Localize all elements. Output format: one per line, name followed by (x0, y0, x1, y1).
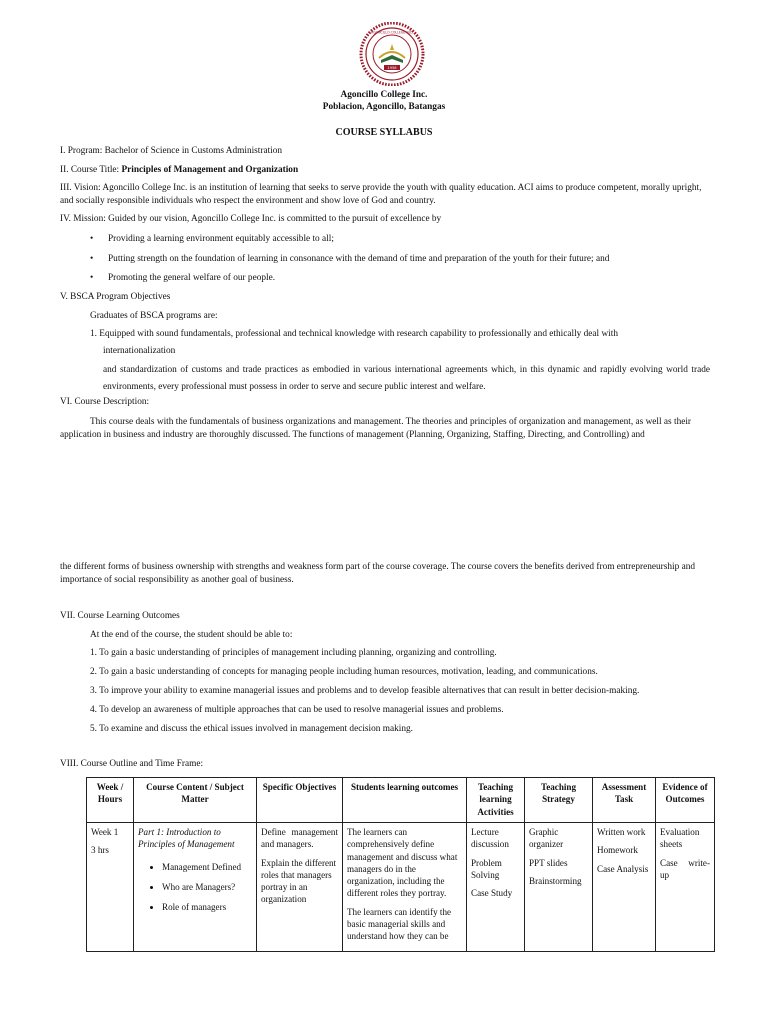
list-item: • Who are Managers? (162, 881, 252, 893)
course-title-line (60, 164, 715, 177)
cell-outcomes: The learners can comprehensively define management and discuss what managers do in the organization, including the different roles they portray. The learners can identify the basic managerial skills and understand how they can be (343, 823, 467, 952)
header-course-content: Course Content / Subject Matter (134, 778, 257, 823)
svg-text:AGONCILLO COLLEGE INC.: AGONCILLO COLLEGE INC. (371, 30, 413, 35)
objective-1-detail: and standardization of customs and trade practices as embodied in various international agreements which, in this dynamic and rapidly evolving world trade environments, every professional must possess in order to serve and secure public interest and welfare. (103, 365, 710, 393)
cell-strategy: Graphic organizer PPT slides Brainstorming (525, 823, 593, 952)
header-teaching-strategy: Teaching Strategy (525, 778, 593, 823)
mission-bullet: • Putting strength on the foundation of learning in consonance with the demand of time and preparation of the youth for their future; and (90, 254, 610, 264)
header-teaching-activities: Teaching learning Activities (467, 778, 525, 823)
mission-paragraph: IV. Mission: Guided by our vision, Agoncillo College Inc. is committed to the pursuit of excellence by (60, 214, 442, 224)
table-row (87, 823, 715, 952)
outcome-item: 2. To gain a basic understanding of concepts for managing people including human resources, motivation, leading, and communications. (90, 667, 598, 677)
vision-paragraph: III. Vision: Agoncillo College Inc. is an institution of learning that seeks to serve provide the youth with quality education. ACI aims to produce competent, morally upright, and socially responsible individuals who respect the environment and show love of God and country. (60, 183, 702, 207)
objective-1-cont: internationalization (103, 346, 176, 356)
outcome-item: 3. To improve your ability to examine managerial issues and problems and to develop feasible alternatives that can result in better decision-making. (90, 686, 640, 696)
header-specific-objectives: Specific Objectives (257, 778, 343, 823)
cell-objectives: Define management and managers. Explain the different roles that managers portray in an organization (257, 823, 343, 952)
description-paragraph-1: This course deals with the fundamentals of business organizations and management. The theories and principles of organization and management, as well as their application in business and industry are thoroughly discussed. The functions of management (Planning, Organizing, Staffing, Directing, and Controlling) and (60, 417, 692, 441)
program-line: I. Program: Bachelor of Science in Customs Administration (60, 146, 283, 156)
table-header-row (87, 778, 715, 823)
description-heading: VI. Course Description: (60, 397, 150, 407)
outcome-item: 4. To develop an awareness of multiple approaches that can be used to resolve managerial issues and problems. (90, 705, 504, 715)
school-address: Poblacion, Agoncillo, Batangas (322, 102, 446, 112)
cell-evidence: Evaluation sheets Case write-up (656, 823, 715, 952)
outcome-item: 1. To gain a basic understanding of principles of management including planning, organizing and controlling. (90, 648, 497, 658)
header-learning-outcomes: Students learning outcomes (343, 778, 467, 823)
list-item: • Role of managers (162, 901, 252, 913)
outcome-item: 5. To examine and discuss the ethical issues involved in management decision making. (90, 724, 413, 734)
header-assessment-task: Assessment Task (593, 778, 656, 823)
objectives-intro: Graduates of BSCA programs are: (90, 311, 218, 321)
outline-heading: VIII. Course Outline and Time Frame: (60, 759, 204, 769)
document-title: COURSE SYLLABUS (335, 127, 433, 138)
header-evidence-outcomes: Evidence of Outcomes (656, 778, 715, 823)
description-paragraph-2: the different forms of business ownership with strengths and weakness form part of the course coverage. The course covers the benefits derived from entrepreneurship and importance of social responsibility as another goal of business. (60, 562, 695, 586)
mission-bullet: • Providing a learning environment equitably accessible to all; (90, 234, 334, 244)
cell-content: Part 1: Introduction to Principles of Management • Management Defined • Who are Managers? • Role of managers (134, 823, 257, 952)
header-week-hours: Week / Hours (87, 778, 134, 823)
college-seal-logo (355, 22, 429, 86)
course-title-label: II. Course Title: (60, 165, 122, 175)
outcomes-intro: At the end of the course, the student should be able to: (90, 630, 293, 640)
mission-bullet: • Promoting the general welfare of our people. (90, 273, 276, 283)
cell-activities: Lecture discussion Problem Solving Case Study (467, 823, 525, 952)
outcomes-heading: VII. Course Learning Outcomes (60, 611, 180, 621)
objectives-heading: V. BSCA Program Objectives (60, 292, 171, 302)
objective-1: 1. Equipped with sound fundamentals, professional and technical knowledge with research capability to professionally and ethically deal with (90, 329, 618, 339)
cell-assessment: Written work Homework Case Analysis (593, 823, 656, 952)
school-name: Agoncillo College Inc. (340, 90, 428, 100)
list-item: • Management Defined (162, 861, 252, 873)
cell-week: Week 1 3 hrs (87, 823, 134, 952)
svg-text:1958: 1958 (387, 66, 397, 70)
course-outline-table (86, 777, 715, 952)
course-title: Principles of Management and Organization (121, 165, 299, 175)
